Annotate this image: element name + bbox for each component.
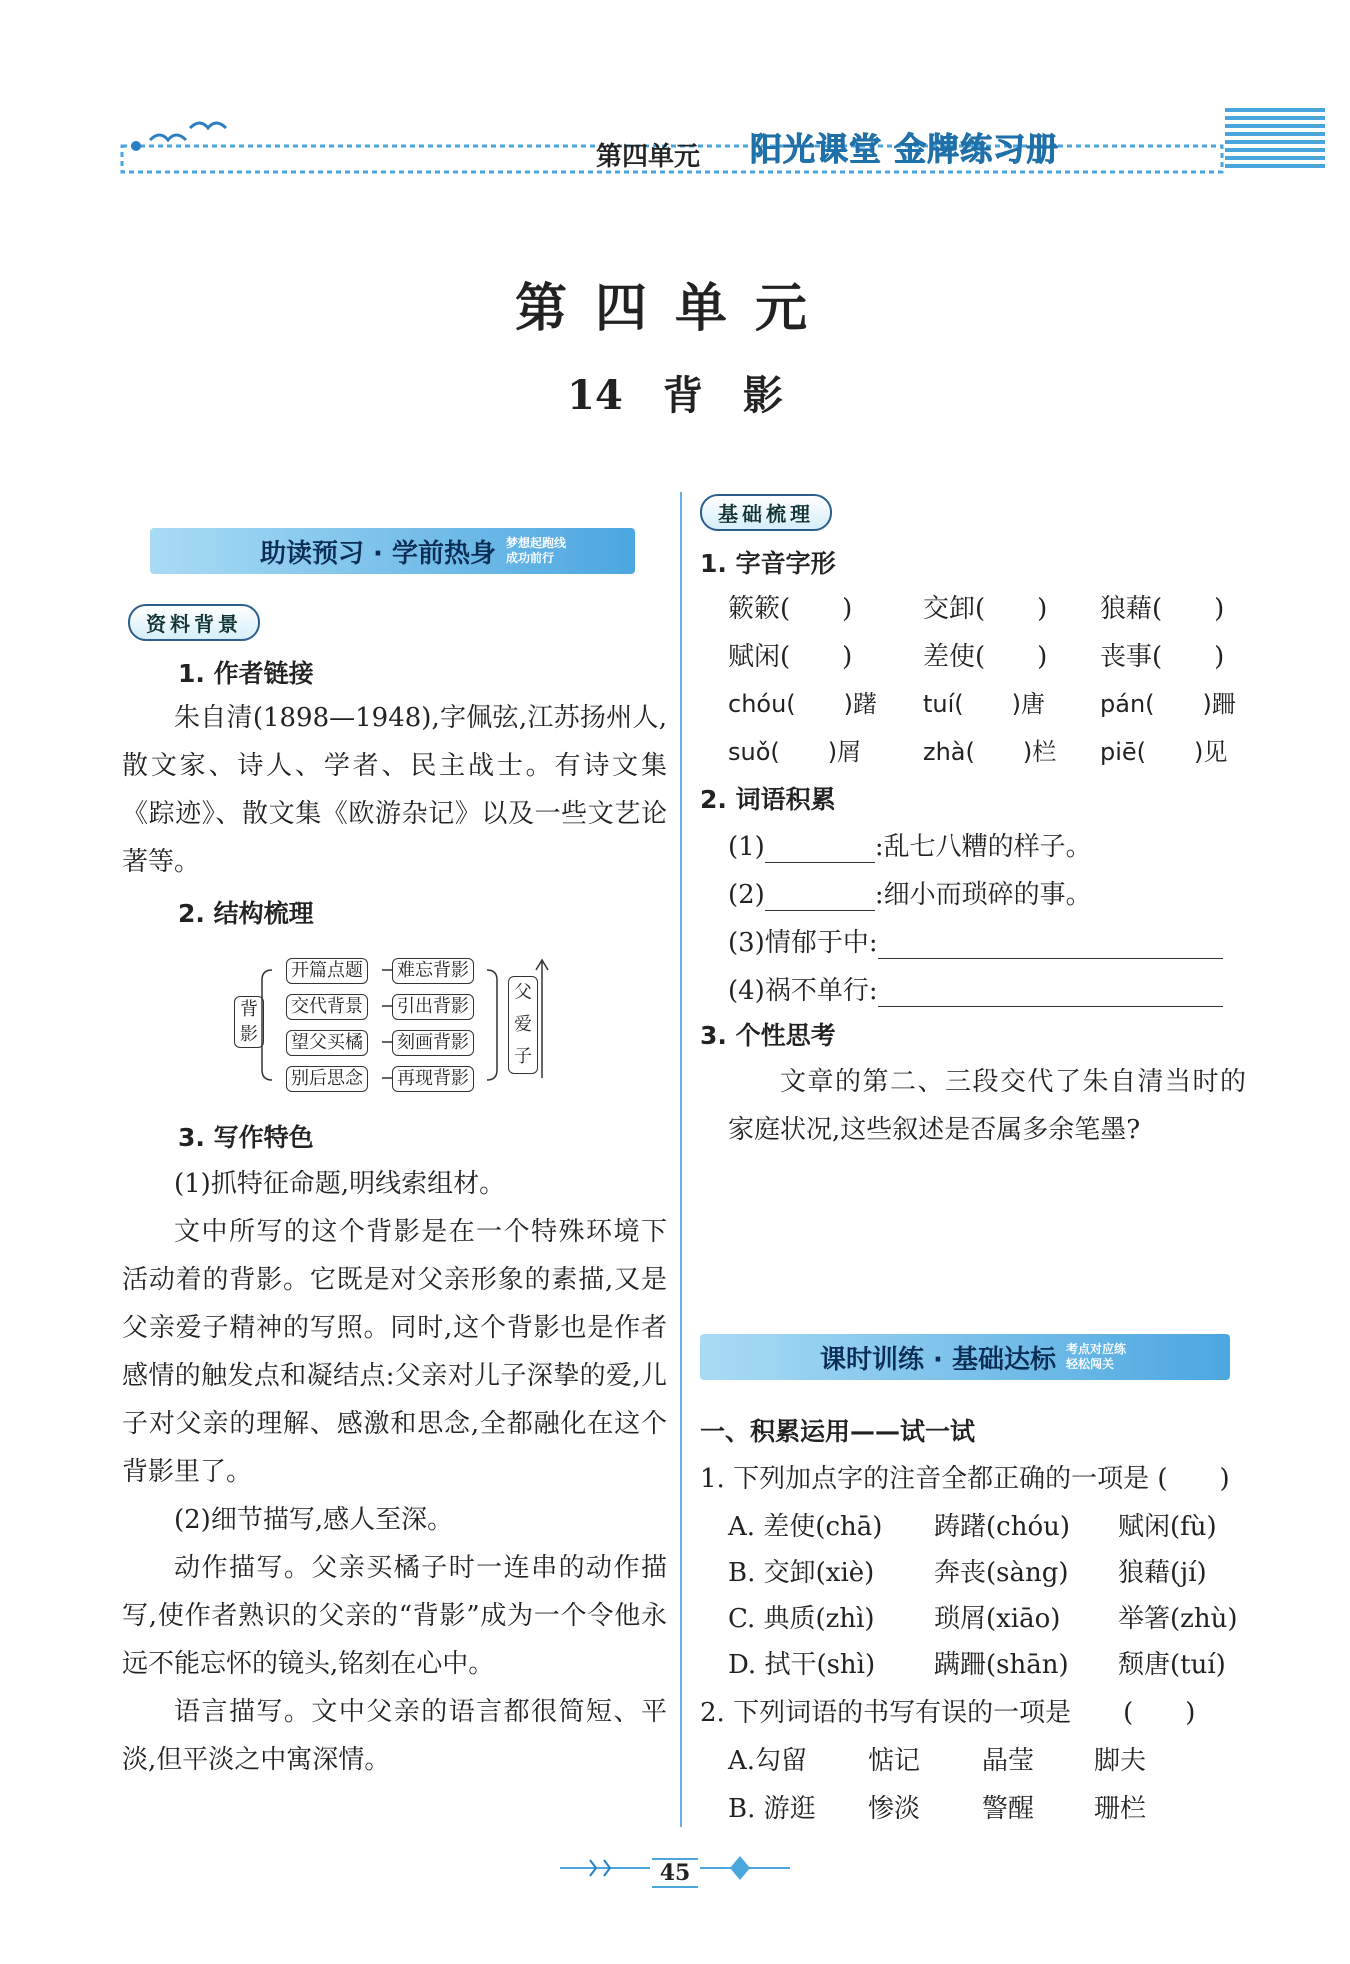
- structure-diagram: [232, 950, 552, 1096]
- pron-item: 交卸( ): [923, 594, 1048, 624]
- banner-side-1: 考点对应练: [1065, 1342, 1126, 1356]
- structure-heading: 2. 结构梳理: [178, 899, 314, 928]
- vocab-item-4: (4)祸不单行:: [728, 970, 1223, 1007]
- banner-side-2: 轻松闯关: [1065, 1357, 1114, 1371]
- features-heading: 3. 写作特色: [178, 1123, 314, 1152]
- header-stripes: [1225, 108, 1325, 172]
- author-paragraph: 朱自清(1898—1948),字佩弦,江苏扬州人,散文家、诗人、学者、民主战士。有诗文集《踪迹》、散文集《欧游杂记》以及一些文艺论著等。: [122, 703, 667, 877]
- banner-side-2: 成功前行: [505, 551, 554, 565]
- diagram-left-4: 别后思念: [286, 1066, 368, 1092]
- pron-item: chóu( )躇: [728, 690, 878, 718]
- pron-item: 狼藉( ): [1100, 594, 1225, 624]
- feature-point-2: (2)细节描写,感人至深。: [174, 1505, 454, 1535]
- pron-item: 赋闲( ): [728, 642, 853, 672]
- diagram-left-3: 望父买橘: [286, 1030, 368, 1056]
- pron-item: piē( )见: [1100, 738, 1228, 766]
- banner-side-1: 梦想起跑线: [505, 536, 566, 550]
- diagram-root: 背影: [234, 996, 264, 1048]
- basics-pill: 基础梳理: [700, 494, 832, 531]
- pron-item: suǒ( )屑: [728, 738, 862, 766]
- page-number: 45: [652, 1858, 698, 1888]
- vocab-item-2: (2) :细小而琐碎的事。: [728, 880, 1092, 910]
- feature-paragraph-1: 文中所写的这个背影是在一个特殊环境下活动着的背影。它既是对父亲形象的素描,又是父亲爱子精神的写照。同时,这个背影也是作者感情的触发点和凝结点:父亲对儿子深挚的爱,儿子对父亲的理解、感激和思念,全都融化在这个背影里了。: [122, 1217, 667, 1487]
- pron-item: pán( )跚: [1100, 690, 1236, 718]
- header-brand: 阳光课堂 金牌练习册: [750, 130, 1060, 168]
- vocab-item-1: (1) :乱七八糟的样子。: [728, 832, 1092, 862]
- pron-item: tuí( )唐: [923, 690, 1046, 718]
- thinking-question: 文章的第二、三段交代了朱自清当时的家庭状况,这些叙述是否属多余笔墨?: [728, 1067, 1246, 1145]
- header-unit-label: 第四单元: [596, 142, 701, 172]
- diagram-right-3: 刻画背影: [392, 1030, 474, 1056]
- diagram-right-4: 再现背影: [392, 1066, 474, 1092]
- preview-banner-title: 助读预习 · 学前热身: [260, 538, 496, 569]
- bird-icon: [150, 135, 186, 140]
- unit-title: 第四单元: [514, 278, 835, 339]
- background-pill: 资料背景: [128, 604, 260, 641]
- column-divider: [680, 492, 682, 1827]
- practice-banner: [700, 1334, 1230, 1380]
- pron-item: 丧事( ): [1100, 642, 1225, 672]
- vocab-item-3: (3)情郁于中:: [728, 922, 1223, 959]
- answer-blank[interactable]: [765, 832, 875, 863]
- feature-paragraph-2: 动作描写。父亲买橘子时一连串的动作描写,使作者熟识的父亲的“背影”成为一个令他永远不能忘怀的镜头,铭刻在心中。: [122, 1553, 667, 1679]
- author-heading: 1. 作者链接: [178, 659, 314, 688]
- diagram-right-2: 引出背影: [392, 994, 474, 1020]
- diagram-right-1: 难忘背影: [392, 958, 474, 984]
- feature-point-1: (1)抓特征命题,明线索组材。: [174, 1169, 506, 1199]
- pron-item: 簌簌( ): [728, 594, 853, 624]
- preview-banner: [150, 528, 635, 574]
- pron-item: zhà( )栏: [923, 738, 1057, 766]
- question-1: 1. 下列加点字的注音全都正确的一项是 ( ): [700, 1464, 1230, 1494]
- pron-item: 差使( ): [923, 642, 1048, 672]
- diagram-left-2: 交代背景: [286, 994, 368, 1020]
- practice-banner-title: 课时训练 · 基础达标: [820, 1344, 1056, 1375]
- answer-blank[interactable]: [765, 880, 875, 911]
- pronunciation-heading: 1. 字音字形: [700, 549, 836, 578]
- answer-blank[interactable]: [878, 928, 1223, 959]
- section-heading: 一、积累运用——试一试: [700, 1417, 976, 1446]
- thinking-heading: 3. 个性思考: [700, 1021, 836, 1050]
- question-2: 2. 下列词语的书写有误的一项是 ( ): [700, 1698, 1196, 1728]
- diagram-side: 父爱子: [508, 976, 538, 1074]
- diagram-left-1: 开篇点题: [286, 958, 368, 984]
- vocab-heading: 2. 词语积累: [700, 785, 836, 814]
- lesson-title: 14 背 影: [567, 372, 783, 419]
- feature-paragraph-3: 语言描写。文中父亲的语言都很简短、平淡,但平淡之中寓深情。: [122, 1697, 667, 1775]
- answer-blank[interactable]: [878, 976, 1223, 1007]
